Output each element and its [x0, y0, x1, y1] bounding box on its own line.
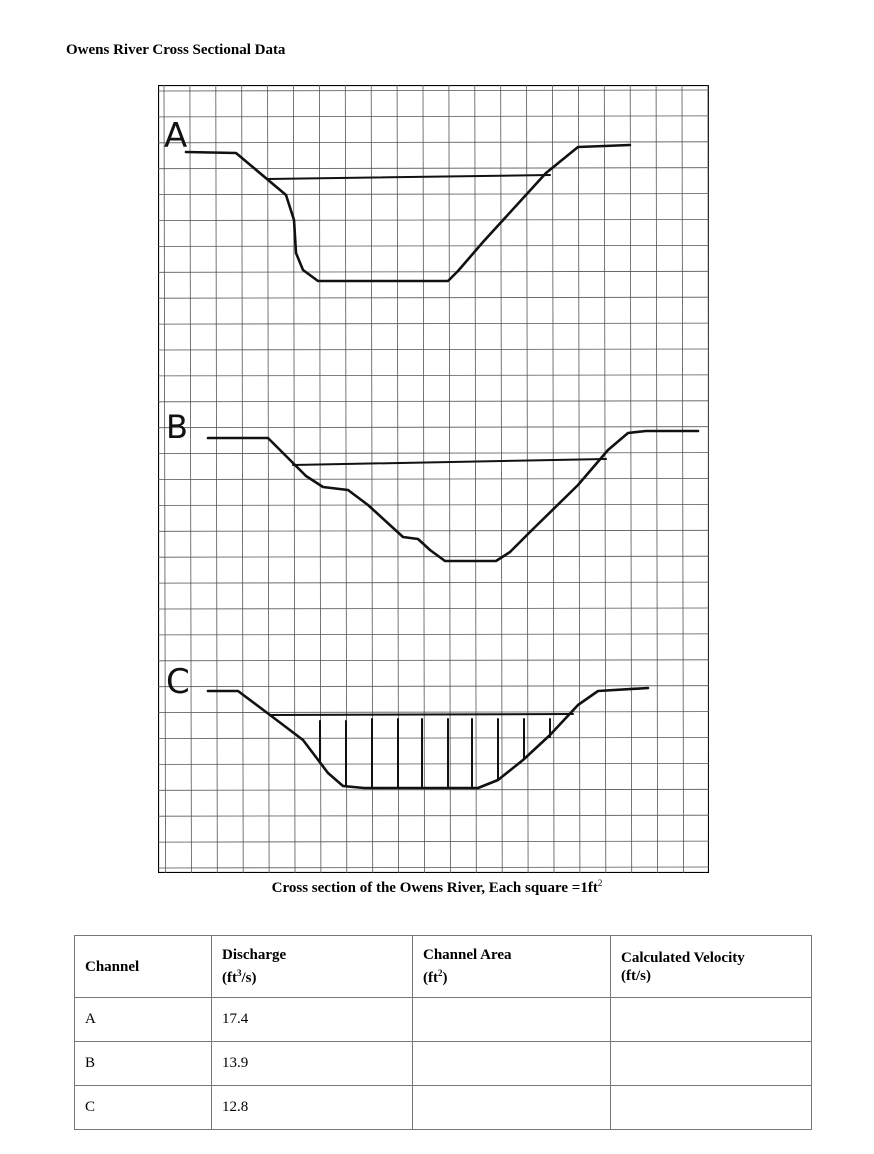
channel-c-label: C	[166, 662, 190, 702]
cell-channel-area[interactable]	[413, 1042, 611, 1086]
channel-b-label: B	[166, 408, 188, 446]
table-row	[75, 1086, 812, 1130]
graph-paper	[158, 85, 709, 873]
cell-channel-area[interactable]	[413, 1086, 611, 1130]
cell-discharge: 12.8	[212, 1086, 413, 1130]
header-discharge: Discharge $(ft^3/s)$	[212, 936, 413, 998]
cell-channel: B	[75, 1042, 212, 1086]
cell-velocity[interactable]	[611, 998, 812, 1042]
cell-discharge: 17.4	[212, 998, 413, 1042]
table-row	[75, 998, 812, 1042]
caption-text: Cross section of the Owens River, Each square =1ft	[271, 880, 598, 896]
cell-velocity[interactable]	[611, 1086, 812, 1130]
figure-caption	[0, 878, 874, 897]
header-channel: Channel	[75, 936, 212, 998]
caption-superscript: 2	[597, 878, 603, 888]
header-channel-area: Channel Area $(ft^2)$	[413, 936, 611, 998]
page-title: Owens River Cross Sectional Data	[66, 42, 286, 58]
cell-channel: A	[75, 998, 212, 1042]
cell-channel-area[interactable]	[413, 998, 611, 1042]
cell-channel: C	[75, 1086, 212, 1130]
cell-velocity[interactable]	[611, 1042, 812, 1086]
cell-discharge: 13.9	[212, 1042, 413, 1086]
header-calculated-velocity: Calculated Velocity (ft/s)	[611, 936, 812, 998]
table-row	[75, 1042, 812, 1086]
cross-section-figure	[158, 85, 709, 873]
data-table	[74, 935, 812, 1130]
channel-a-label: A	[164, 116, 188, 156]
table-header-row	[75, 936, 812, 998]
